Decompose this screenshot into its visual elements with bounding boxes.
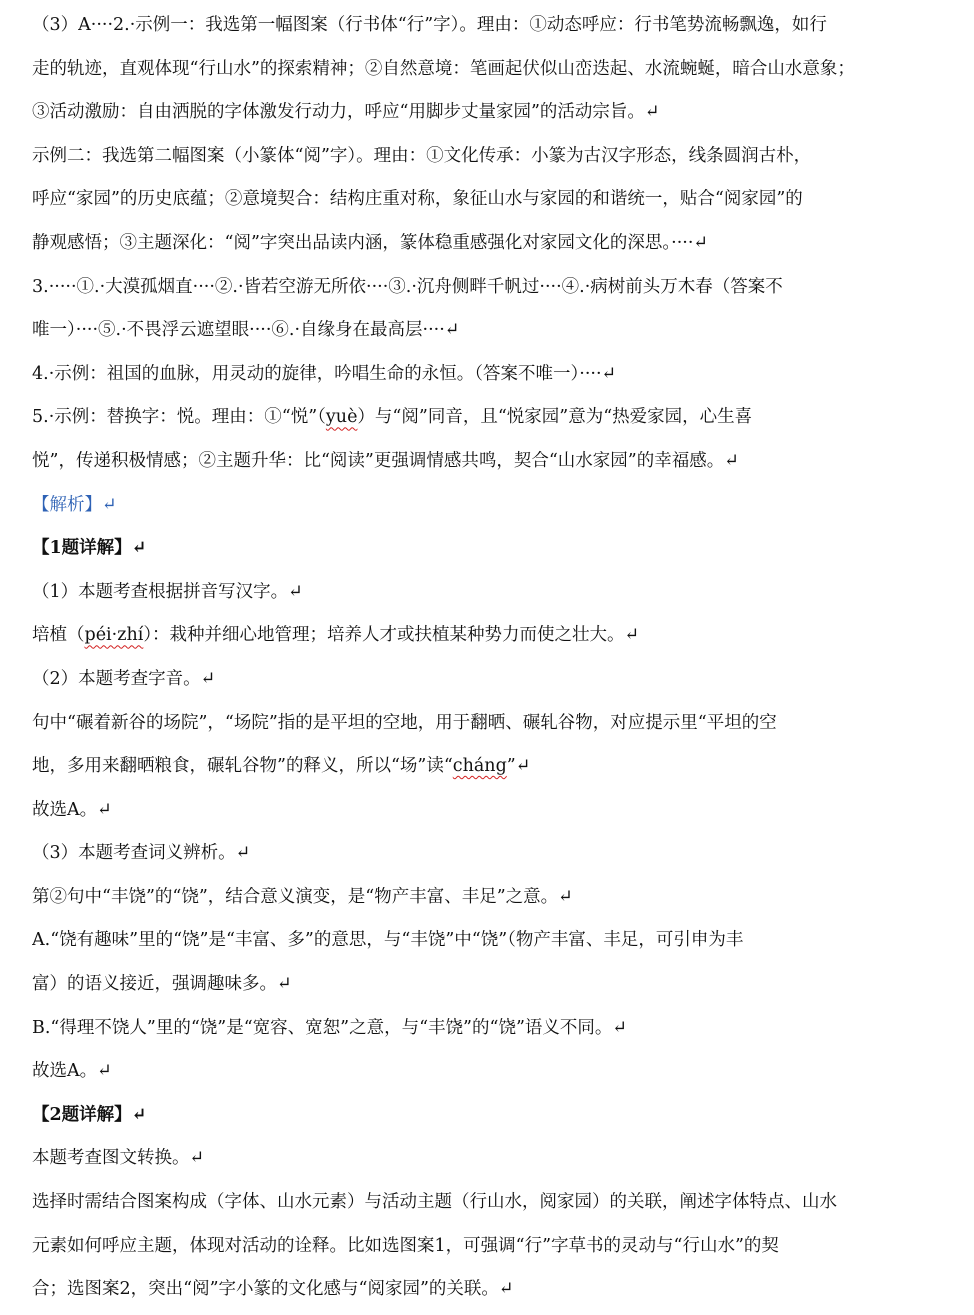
text-line <box>32 440 940 484</box>
text-line <box>32 1137 940 1181</box>
text-line <box>32 309 940 353</box>
text-line <box>32 614 940 658</box>
text-line <box>32 658 940 702</box>
text-line <box>32 4 940 48</box>
text-line <box>32 832 940 876</box>
text-segment: 句中“碾着新谷的场院”，“场院”指的是平坦的空地，用于翻晒、碾轧谷物，对应提示里“平坦的空 <box>32 712 777 733</box>
pinyin-annotation: péi·zhí <box>84 625 144 646</box>
text-line <box>32 1007 940 1051</box>
text-line <box>32 571 940 615</box>
text-segment: 【2题详解】↵ <box>32 1104 147 1125</box>
text-segment: （1）本题考查根据拼音写汉字。↵ <box>32 581 303 602</box>
text-segment: ③活动激励：自由洒脱的字体激发行动力，呼应“用脚步丈量家园”的活动宗旨。↵ <box>32 102 660 123</box>
text-segment: 【解析】↵ <box>32 494 117 515</box>
text-segment: 故选A。↵ <box>32 799 112 820</box>
text-line <box>32 527 940 571</box>
text-segment: （3）A····2.·示例一：我选第一幅图案（行书体“行”字）。理由：①动态呼应：行书笔势流畅飘逸，如行 <box>32 15 827 35</box>
text-line <box>32 266 940 310</box>
text-line <box>32 178 940 222</box>
text-line <box>32 1225 940 1269</box>
text-segment: 示例二：我选第二幅图案（小篆体“阅”字）。理由：①文化传承：小篆为古汉字形态，线条圆润古朴， <box>32 145 812 166</box>
text-line <box>32 1094 940 1138</box>
text-segment: 合；选图案2，突出“阅”字小篆的文化感与“阅家园”的关联。↵ <box>32 1279 514 1300</box>
text-segment: 3.·····①.·大漠孤烟直····②.·皆若空游无所依····③.·沉舟侧畔千帆过····④.·病树前头万木春（答案不 <box>32 276 783 297</box>
text-line <box>32 1181 940 1225</box>
text-segment: B.“得理不饶人”里的“饶”是“宽容、宽恕”之意，与“丰饶”的“饶”语义不同。↵ <box>32 1017 628 1038</box>
text-line <box>32 48 940 92</box>
text-segment: （2）本题考查字音。↵ <box>32 668 216 689</box>
text-line <box>32 353 940 397</box>
text-segment: 地，多用来翻晒粮食，碾轧谷物”的释义，所以“场”读“ <box>32 756 453 777</box>
text-segment: 故选A。↵ <box>32 1061 112 1082</box>
text-line <box>32 484 940 528</box>
text-line <box>32 963 940 1007</box>
text-segment: 5.·示例：替换字：悦。理由：①“悦”（ <box>32 407 326 428</box>
text-segment: 元素如何呼应主题，体现对活动的诠释。比如选图案1，可强调“行”字草书的灵动与“行山水”的契 <box>32 1235 779 1256</box>
text-segment: A.“饶有趣味”里的“饶”是“丰富、多”的意思，与“丰饶”中“饶”（物产丰富、丰足，可引申为丰 <box>32 930 744 951</box>
text-segment: （3）本题考查词义辨析。↵ <box>32 843 251 864</box>
text-line <box>32 789 940 833</box>
text-segment: 富）的语义接近，强调趣味多。↵ <box>32 974 292 995</box>
text-segment: 培植（ <box>32 625 85 646</box>
text-segment: ”↵ <box>506 756 531 777</box>
pinyin-annotation: yuè <box>325 407 358 428</box>
text-line <box>32 91 940 135</box>
text-line <box>32 222 940 266</box>
text-segment: ）与“阅”同音，且“悦家园”意为“热爱家园，心生喜 <box>357 407 753 428</box>
pinyin-annotation: cháng <box>452 756 507 777</box>
text-segment: 走的轨迹，直观体现“行山水”的探索精神；②自然意境：笔画起伏似山峦迭起、水流蜿蜒，暗合山水意象； <box>32 58 855 79</box>
text-segment: 唯一）····⑤.·不畏浮云遮望眼····⑥.·自缘身在最高层····↵ <box>32 320 460 341</box>
text-line <box>32 1268 940 1312</box>
text-line <box>32 1050 940 1094</box>
text-line <box>32 919 940 963</box>
text-line <box>32 702 940 746</box>
text-segment: 【1题详解】↵ <box>32 538 147 559</box>
text-line <box>32 745 940 789</box>
text-segment: 悦”，传递积极情感；②主题升华：比“阅读”更强调情感共鸣，契合“山水家园”的幸福感。↵ <box>32 450 739 471</box>
text-segment: ）：栽种并细心地管理；培养人才或扶植某种势力而使之壮大。↵ <box>143 625 640 646</box>
text-segment: 第②句中“丰饶”的“饶”，结合意义演变，是“物产丰富、丰足”之意。↵ <box>32 886 573 907</box>
text-line <box>32 876 940 920</box>
text-segment: 静观感悟；③主题深化：“阅”字突出品读内涵，篆体稳重感强化对家园文化的深思。····↵ <box>32 232 709 253</box>
text-line <box>32 396 940 440</box>
text-segment: 本题考查图文转换。↵ <box>32 1148 205 1169</box>
text-segment: 4.·示例：祖国的血脉，用灵动的旋律，吟唱生命的永恒。（答案不唯一）····↵ <box>32 363 617 384</box>
text-line <box>32 135 940 179</box>
text-segment: 选择时需结合图案构成（字体、山水元素）与活动主题（行山水，阅家园）的关联，阐述字体特点、山水 <box>32 1192 837 1213</box>
text-segment: 呼应“家园”的历史底蕴；②意境契合：结构庄重对称，象征山水与家园的和谐统一，贴合“阅家园”的 <box>32 189 803 210</box>
